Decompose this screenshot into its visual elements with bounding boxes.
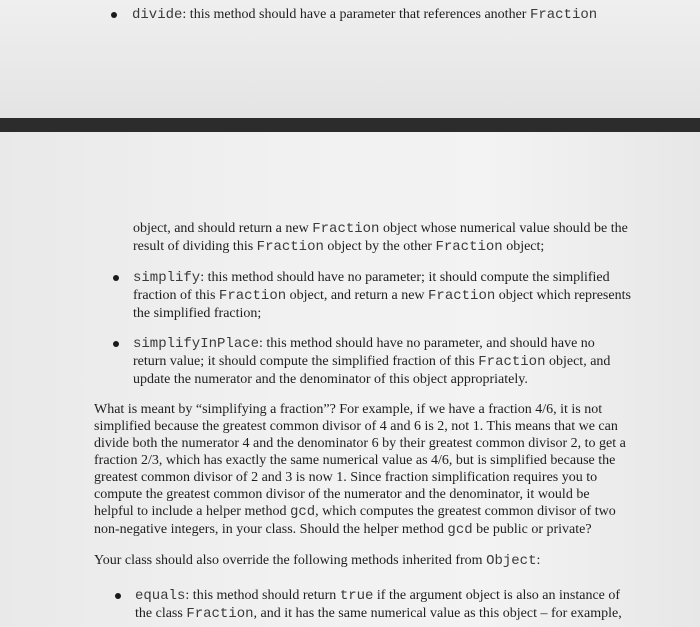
object-class-name: Object [486, 553, 537, 569]
previous-page-section [0, 0, 700, 118]
equals-line-2: the class Fraction, and it has the same numerical value as this object – for example, [135, 606, 622, 622]
paragraph-line-8: non-negative integers, in your class. Should the helper method gcd be public or private? [94, 522, 592, 538]
simplify-in-place-line-3: update the numerator and the denominator of this object appropriately. [133, 372, 528, 387]
simplify-in-place-item [133, 335, 639, 388]
gcd-method-name-2: gcd [447, 522, 473, 538]
equals-line-1: equals: this method should return true if the argument object is also an instance of [135, 588, 621, 604]
document-page [0, 132, 700, 627]
divide-method-text: : this method should have a parameter that references another [182, 7, 530, 22]
paragraph-line-3: divide both the numerator 4 and the denominator 6 by their greatest common divisor 2, to get a [94, 436, 626, 451]
paragraph-line-2: simplified because the greatest common divisor of 4 and 6 is 2, not 1. This means that we can [94, 419, 618, 434]
equals-item [135, 587, 640, 623]
simplify-method-name: simplify [133, 270, 201, 286]
paragraph-line-5: greatest common divisor of 2 and 3 is now 1. Since fraction simplification requires you to [94, 470, 598, 485]
override-heading: Your class should also override the following methods inherited from Object: [94, 553, 541, 569]
simplify-line-2: fraction of this Fraction object, and return a new Fraction object which represents [133, 288, 631, 304]
simplify-in-place-line-2: return value; it should compute the simplified fraction of this Fraction object, and [133, 354, 611, 370]
divide-cont-line-1: object, and should return a new Fraction object whose numerical value should be the [133, 221, 628, 237]
divide-continuation [133, 220, 639, 256]
divide-method-name: divide [132, 7, 183, 23]
bullet-simplify-in-place [113, 341, 119, 347]
bullet-divide [111, 12, 117, 18]
simplify-in-place-method-name: simplifyInPlace [133, 336, 260, 352]
paragraph-line-4: fraction 2/3, which has exactly the same numerical value as 4/6, but is simplified because the [94, 453, 616, 468]
page-divider [0, 118, 700, 132]
bullet-equals [115, 593, 121, 599]
paragraph-line-6: compute the greatest common divisor of the numerator and the denominator, it would be [94, 487, 590, 502]
simplify-item [133, 269, 639, 322]
divide-cont-line-2: result of dividing this Fraction object by the other Fraction object; [133, 239, 545, 255]
divide-method-line [132, 6, 652, 24]
simplification-paragraph [94, 401, 639, 539]
paragraph-line-7: helpful to include a helper method gcd, which computes the greatest common divisor of two [94, 504, 616, 520]
equals-method-name: equals [135, 588, 186, 604]
paragraph-line-1: What is meant by “simplifying a fraction”? For example, if we have a fraction 4/6, it is not [94, 402, 603, 417]
bullet-simplify [113, 275, 119, 281]
simplify-line-3: the simplified fraction; [133, 306, 262, 321]
gcd-method-name: gcd [289, 504, 316, 520]
simplify-in-place-line-1: simplifyInPlace: this method should have no parameter, and should have no [133, 336, 595, 352]
divide-fraction-class: Fraction [529, 7, 598, 23]
simplify-line-1: simplify: this method should have no parameter; it should compute the simplified [133, 270, 610, 286]
